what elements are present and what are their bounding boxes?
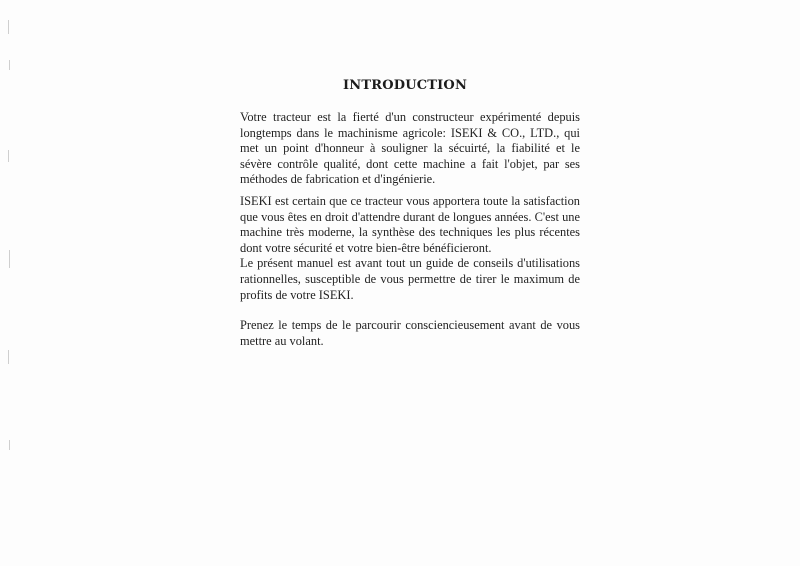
scan-artifact [8, 350, 9, 364]
scan-artifact [8, 150, 9, 162]
scan-artifact [9, 250, 10, 268]
scan-artifact [9, 440, 10, 450]
page-title: INTRODUCTION [342, 78, 468, 93]
paragraph-manufacturer: Votre tracteur est la fierté d'un constructeur expérimenté depuis longtemps dans le machinisme agricole: ISEKI & CO., LTD., qui met un point d'honneur à souligner la sécuirté, la fiabilité et le sévère contrôle qualité, dont cette machine a fait l'objet, par ses méthodes de fabrication et d'ingénierie. [240, 110, 580, 187]
scan-artifact [9, 60, 10, 70]
paragraph-manual-guide: Le présent manuel est avant tout un guide de conseils d'utilisations rationnelles, susceptible de vous permettre de tirer le maximum de profits de votre ISEKI. [240, 256, 580, 302]
introduction-body [240, 110, 580, 349]
scan-artifact [8, 20, 9, 34]
paragraph-read-before-driving: Prenez le temps de le parcourir consciencieusement avant de vous mettre au volant. [240, 318, 580, 348]
paragraph-satisfaction: ISEKI est certain que ce tracteur vous apportera toute la satisfaction que vous êtes en droit d'attendre durant de longues années. C'est une machine très moderne, la synthèse des techniques les plus récentes dont votre sécurité et votre bien-être bénéficieront. [240, 193, 580, 255]
